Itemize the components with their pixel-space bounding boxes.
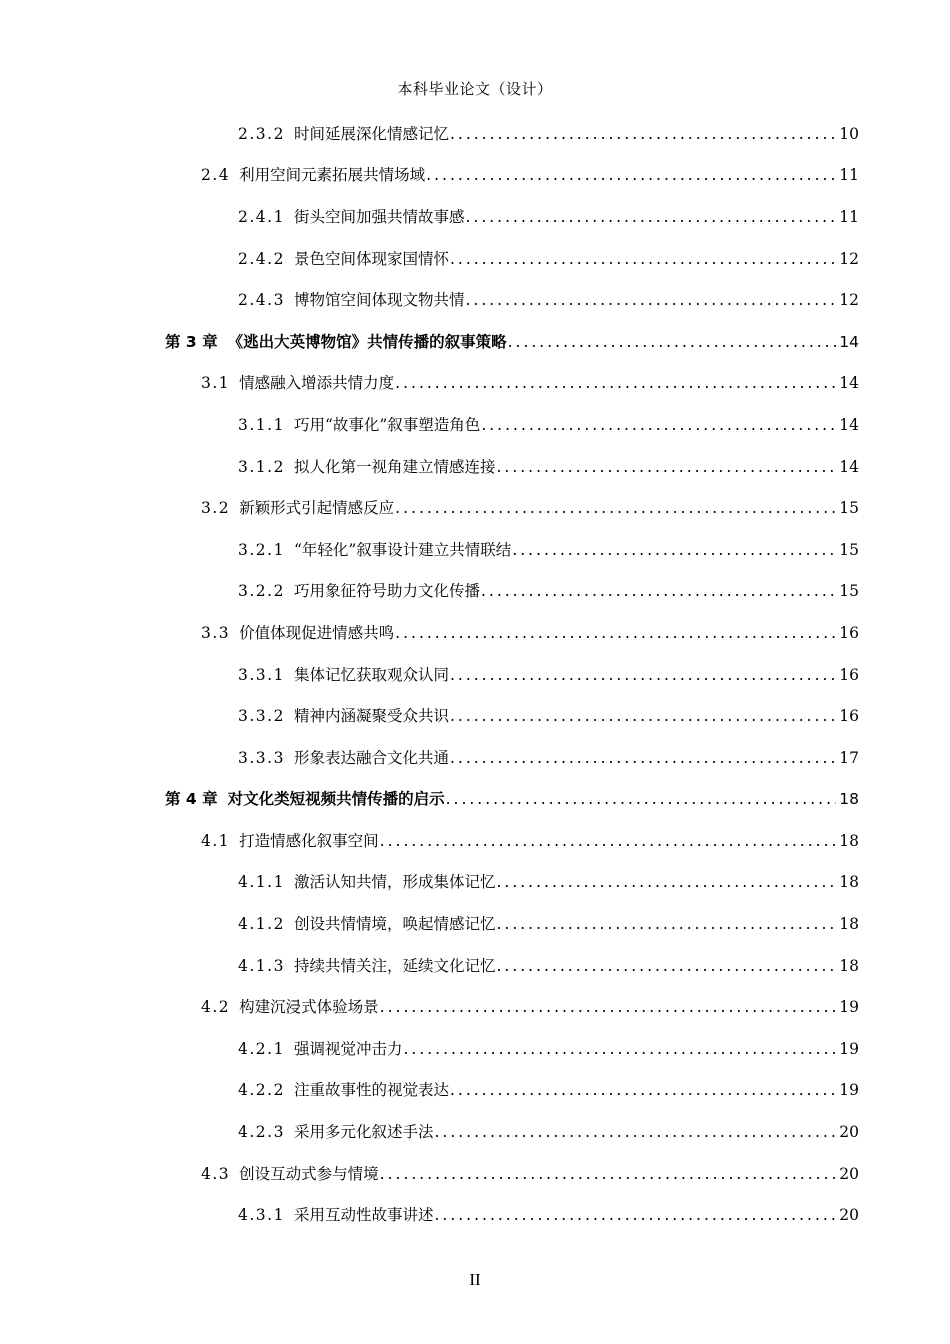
dot-leader	[450, 666, 836, 684]
toc-entry-number: 4.1.1	[238, 873, 285, 892]
toc-entry-page: 20	[839, 1164, 859, 1183]
toc-entry[interactable]	[0, 445, 950, 487]
dot-leader	[496, 915, 836, 933]
dot-leader	[481, 582, 836, 600]
toc-entry-title: 创设互动式参与情境	[239, 1164, 379, 1183]
toc-entry-number: 4.1.2	[238, 915, 285, 934]
toc-entry[interactable]	[0, 902, 950, 944]
toc-entry[interactable]	[0, 736, 950, 778]
dot-leader	[450, 250, 836, 268]
dot-leader	[434, 1206, 836, 1224]
toc-entry-page: 18	[839, 831, 859, 850]
toc-entry-page: 12	[839, 249, 859, 268]
toc-entry-number: 3.3.3	[238, 748, 285, 767]
toc-entry[interactable]	[0, 944, 950, 986]
table-of-contents	[0, 112, 950, 1235]
toc-entry-title: 采用多元化叙述手法	[293, 1123, 434, 1142]
dot-leader	[395, 499, 836, 517]
toc-entry-title: 巧用象征符号助力文化传播	[293, 582, 480, 601]
toc-entry-number: 4.2	[201, 998, 231, 1017]
toc-entry-title: 情感融入增添共情力度	[239, 374, 395, 393]
toc-entry-number: 第 4 章	[165, 790, 218, 809]
toc-entry-title: 构建沉浸式体验场景	[239, 998, 379, 1017]
dot-leader	[446, 790, 837, 808]
toc-entry-page: 20	[839, 1206, 859, 1225]
toc-entry-page: 19	[839, 998, 859, 1017]
toc-entry-number: 3.3	[201, 623, 231, 642]
dot-leader	[450, 749, 836, 767]
toc-entry-page: 10	[839, 124, 859, 143]
toc-entry-number: 3.2	[201, 499, 231, 518]
toc-entry[interactable]	[0, 1110, 950, 1152]
toc-entry-title: 精神内涵凝聚受众共识	[293, 707, 449, 726]
toc-entry-title: 采用互动性故事讲述	[293, 1206, 434, 1225]
toc-entry[interactable]	[0, 1069, 950, 1111]
toc-entry-number: 2.4.2	[238, 249, 285, 268]
toc-entry-page: 19	[839, 1081, 859, 1100]
toc-entry-page: 16	[839, 623, 859, 642]
toc-entry-title: 形象表达融合文化共通	[293, 748, 449, 767]
dot-leader	[380, 832, 837, 850]
toc-entry-title: “年轻化”叙事设计建立共情联结	[293, 540, 512, 559]
toc-entry-page: 14	[839, 457, 859, 476]
toc-entry-page: 11	[839, 207, 859, 226]
toc-entry-number: 2.4	[201, 166, 231, 185]
toc-entry[interactable]	[0, 653, 950, 695]
toc-entry-number: 第 3 章	[165, 332, 218, 351]
page-number: II	[469, 1270, 481, 1289]
toc-entry[interactable]	[0, 112, 950, 154]
toc-entry-number: 2.4.3	[238, 291, 285, 310]
toc-entry-number: 3.1.1	[238, 415, 285, 434]
toc-entry-number: 4.2.3	[238, 1123, 285, 1142]
toc-entry[interactable]	[0, 362, 950, 404]
dot-leader	[512, 541, 836, 559]
dot-leader	[496, 873, 836, 891]
toc-entry[interactable]	[0, 985, 950, 1027]
toc-entry[interactable]	[0, 611, 950, 653]
toc-entry-page: 18	[839, 956, 859, 975]
toc-entry-page: 15	[839, 582, 859, 601]
dot-leader	[496, 957, 836, 975]
toc-entry-title: 打造情感化叙事空间	[239, 831, 379, 850]
dot-leader	[496, 458, 836, 476]
toc-entry-page: 14	[839, 374, 859, 393]
toc-entry[interactable]	[0, 403, 950, 445]
toc-entry-title: 景色空间体现家国情怀	[293, 249, 449, 268]
dot-leader	[426, 166, 836, 184]
toc-entry[interactable]	[0, 819, 950, 861]
toc-entry-number: 4.2.2	[238, 1081, 285, 1100]
toc-entry-title: 巧用“故事化”叙事塑造角色	[293, 415, 481, 434]
dot-leader	[450, 125, 836, 143]
toc-entry-page: 18	[839, 790, 859, 809]
toc-entry[interactable]	[0, 278, 950, 320]
toc-entry-title: 强调视觉冲击力	[293, 1039, 403, 1058]
toc-entry[interactable]	[0, 1193, 950, 1235]
toc-entry-title: 集体记忆获取观众认同	[293, 665, 449, 684]
toc-entry[interactable]	[0, 1152, 950, 1194]
toc-entry-page: 19	[839, 1039, 859, 1058]
toc-entry-title: 新颖形式引起情感反应	[239, 499, 395, 518]
toc-entry-title: 《逃出大英博物馆》共情传播的叙事策略	[227, 332, 507, 351]
toc-entry-title: 对文化类短视频共情传播的启示	[227, 790, 445, 809]
toc-entry-number: 3.3.1	[238, 665, 285, 684]
toc-entry-number: 4.1.3	[238, 956, 285, 975]
toc-entry-number: 3.2.1	[238, 540, 285, 559]
toc-entry-page: 16	[839, 665, 859, 684]
toc-entry-title: 激活认知共情，形成集体记忆	[293, 873, 496, 892]
toc-entry-number: 2.3.2	[238, 124, 285, 143]
dot-leader	[508, 333, 837, 351]
toc-entry-page: 15	[839, 499, 859, 518]
running-header: 本科毕业论文（设计）	[397, 80, 553, 98]
toc-entry[interactable]	[0, 320, 950, 362]
toc-entry-title: 创设共情情境，唤起情感记忆	[293, 915, 496, 934]
toc-entry-page: 15	[839, 540, 859, 559]
toc-entry-title: 持续共情关注，延续文化记忆	[293, 956, 496, 975]
toc-entry-number: 4.3	[201, 1164, 231, 1183]
dot-leader	[434, 1123, 836, 1141]
toc-entry-number: 3.1	[201, 374, 231, 393]
toc-entry-title: 拟人化第一视角建立情感连接	[293, 457, 496, 476]
toc-entry-title: 利用空间元素拓展共情场域	[239, 166, 426, 185]
dot-leader	[465, 291, 836, 309]
toc-entry[interactable]	[0, 861, 950, 903]
dot-leader	[395, 374, 836, 392]
toc-entry-number: 4.2.1	[238, 1039, 285, 1058]
toc-entry-number: 3.2.2	[238, 582, 285, 601]
toc-entry[interactable]	[0, 778, 950, 820]
dot-leader	[465, 208, 836, 226]
dot-leader	[395, 624, 836, 642]
toc-entry-title: 价值体现促进情感共鸣	[239, 623, 395, 642]
toc-entry-number: 4.1	[201, 831, 231, 850]
toc-entry[interactable]	[0, 154, 950, 196]
toc-entry-page: 20	[839, 1123, 859, 1142]
toc-entry-page: 12	[839, 291, 859, 310]
dot-leader	[450, 707, 836, 725]
toc-entry[interactable]	[0, 528, 950, 570]
toc-entry-page: 11	[839, 166, 859, 185]
toc-entry[interactable]	[0, 694, 950, 736]
toc-entry-title: 街头空间加强共情故事感	[293, 207, 465, 226]
toc-entry-number: 3.3.2	[238, 707, 285, 726]
toc-entry-page: 17	[839, 748, 859, 767]
toc-entry-title: 注重故事性的视觉表达	[293, 1081, 449, 1100]
toc-entry[interactable]	[0, 1027, 950, 1069]
dot-leader	[450, 1081, 836, 1099]
toc-entry[interactable]	[0, 195, 950, 237]
toc-entry-title: 时间延展深化情感记忆	[293, 124, 449, 143]
toc-entry[interactable]	[0, 237, 950, 279]
dot-leader	[481, 416, 836, 434]
toc-entry-page: 14	[839, 332, 859, 351]
dot-leader	[380, 1165, 837, 1183]
toc-entry-page: 16	[839, 707, 859, 726]
toc-entry-number: 2.4.1	[238, 207, 285, 226]
toc-entry-title: 博物馆空间体现文物共情	[293, 291, 465, 310]
toc-entry-number: 3.1.2	[238, 457, 285, 476]
toc-entry[interactable]	[0, 570, 950, 612]
dot-leader	[380, 998, 837, 1016]
toc-entry-page: 14	[839, 415, 859, 434]
dot-leader	[403, 1040, 836, 1058]
toc-entry-page: 18	[839, 915, 859, 934]
toc-entry[interactable]	[0, 486, 950, 528]
toc-entry-page: 18	[839, 873, 859, 892]
toc-entry-number: 4.3.1	[238, 1206, 285, 1225]
